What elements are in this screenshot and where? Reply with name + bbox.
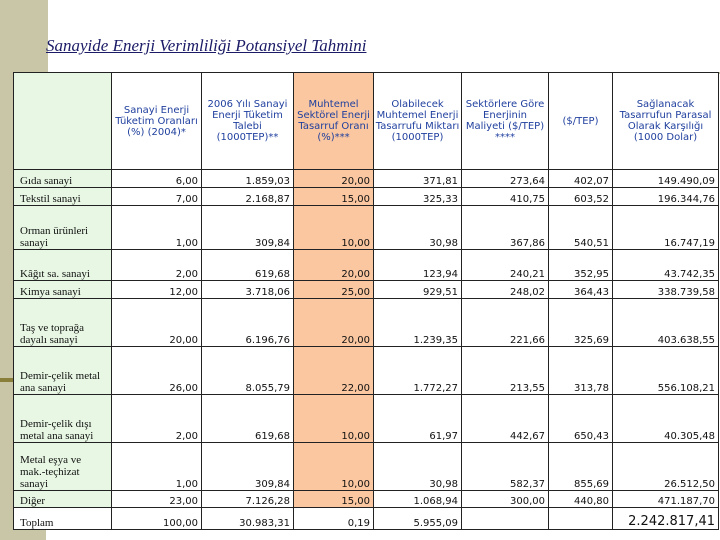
table-row <box>14 188 719 206</box>
table-cell: 1.068,94 <box>374 491 462 508</box>
header-row <box>14 73 719 170</box>
table-cell: 1,00 <box>112 443 202 491</box>
table-cell: 1,00 <box>112 206 202 250</box>
table-cell: 325,33 <box>374 188 462 206</box>
table-cell: 16.747,19 <box>613 206 719 250</box>
energy-savings-table <box>13 72 719 530</box>
table-row <box>14 281 719 299</box>
table-row <box>14 491 719 508</box>
table-cell: 61,97 <box>374 395 462 443</box>
slide-title: Sanayide Enerji Verimliliği Potansiyel Tahmini <box>46 36 367 55</box>
table-row <box>14 170 719 188</box>
table-cell: 2.168,87 <box>202 188 294 206</box>
table-cell: 2.242.817,41 <box>613 508 719 530</box>
table-cell: 556.108,21 <box>613 347 719 395</box>
table-cell: 6.196,76 <box>202 299 294 347</box>
table-cell: 338.739,58 <box>613 281 719 299</box>
table-cell: 619,68 <box>202 395 294 443</box>
table-cell: 22,00 <box>294 347 374 395</box>
row-label: Demir-çelik dışı metal ana sanayi <box>14 395 112 443</box>
table-row <box>14 395 719 443</box>
table-row <box>14 347 719 395</box>
header-cell-7: Sağlanacak Tasarrufun Parasal Olarak Karşılığı (1000 Dolar) <box>613 73 719 170</box>
table-cell: 471.187,70 <box>613 491 719 508</box>
table-cell: 26.512,50 <box>613 443 719 491</box>
total-row <box>14 508 719 530</box>
table-cell: 619,68 <box>202 250 294 281</box>
table-cell: 221,66 <box>462 299 549 347</box>
header-cell-6: ($/TEP) <box>549 73 613 170</box>
table-cell: 371,81 <box>374 170 462 188</box>
table-cell: 352,95 <box>549 250 613 281</box>
table-cell: 123,94 <box>374 250 462 281</box>
table-cell: 2,00 <box>112 250 202 281</box>
table-cell: 248,02 <box>462 281 549 299</box>
table-cell: 6,00 <box>112 170 202 188</box>
table-cell: 213,55 <box>462 347 549 395</box>
table-cell: 149.490,09 <box>613 170 719 188</box>
table-cell: 40.305,48 <box>613 395 719 443</box>
header-cell-0 <box>14 73 112 170</box>
header-cell-1: Sanayi Enerji Tüketim Oranları (%) (2004)* <box>112 73 202 170</box>
table-cell: 43.742,35 <box>613 250 719 281</box>
table-cell: 240,21 <box>462 250 549 281</box>
table-cell: 309,84 <box>202 443 294 491</box>
row-label: Gıda sanayi <box>14 170 112 188</box>
table-cell: 5.955,09 <box>374 508 462 530</box>
table-cell: 26,00 <box>112 347 202 395</box>
table-row <box>14 443 719 491</box>
header-cell-4: Olabilecek Muhtemel Enerji Tasarrufu Miktarı (1000TEP) <box>374 73 462 170</box>
table-cell: 364,43 <box>549 281 613 299</box>
table-cell: 10,00 <box>294 206 374 250</box>
table-row <box>14 250 719 281</box>
table-cell: 20,00 <box>294 250 374 281</box>
table-cell: 1.859,03 <box>202 170 294 188</box>
row-label: Demir-çelik metal ana sanayi <box>14 347 112 395</box>
table-cell: 440,80 <box>549 491 613 508</box>
table-cell: 15,00 <box>294 188 374 206</box>
table-cell <box>549 508 613 530</box>
row-label: Kâğıt sa. sanayi <box>14 250 112 281</box>
row-label: Metal eşya ve mak.-teçhizat sanayi <box>14 443 112 491</box>
table-cell: 10,00 <box>294 443 374 491</box>
table-cell: 7.126,28 <box>202 491 294 508</box>
table-cell: 367,86 <box>462 206 549 250</box>
table-cell: 8.055,79 <box>202 347 294 395</box>
table-cell: 325,69 <box>549 299 613 347</box>
table-cell: 402,07 <box>549 170 613 188</box>
table-cell: 12,00 <box>112 281 202 299</box>
table-cell: 15,00 <box>294 491 374 508</box>
table-cell: 1.239,35 <box>374 299 462 347</box>
table-cell: 2,00 <box>112 395 202 443</box>
table-cell: 10,00 <box>294 395 374 443</box>
table-cell: 403.638,55 <box>613 299 719 347</box>
table-cell: 100,00 <box>112 508 202 530</box>
header-cell-2: 2006 Yılı Sanayi Enerji Tüketim Talebi (1000TEP)** <box>202 73 294 170</box>
table-cell: 300,00 <box>462 491 549 508</box>
table-cell: 313,78 <box>549 347 613 395</box>
table-cell: 442,67 <box>462 395 549 443</box>
table-cell: 20,00 <box>112 299 202 347</box>
header-cell-5: Sektörlere Göre Enerjinin Maliyeti ($/TEP) **** <box>462 73 549 170</box>
row-label: Orman ürünleri sanayi <box>14 206 112 250</box>
row-label: Kimya sanayi <box>14 281 112 299</box>
table-cell: 20,00 <box>294 299 374 347</box>
table-cell <box>462 508 549 530</box>
header-cell-3: Muhtemel Sektörel Enerji Tasarruf Oranı (%)*** <box>294 73 374 170</box>
table-cell: 1.772,27 <box>374 347 462 395</box>
table-row <box>14 206 719 250</box>
table-cell: 0,19 <box>294 508 374 530</box>
table-cell: 855,69 <box>549 443 613 491</box>
table-cell: 309,84 <box>202 206 294 250</box>
table-cell: 30,98 <box>374 443 462 491</box>
table-cell: 25,00 <box>294 281 374 299</box>
row-label: Diğer <box>14 491 112 508</box>
row-label: Taş ve toprağa dayalı sanayi <box>14 299 112 347</box>
table-cell: 929,51 <box>374 281 462 299</box>
table-cell: 196.344,76 <box>613 188 719 206</box>
table-cell: 582,37 <box>462 443 549 491</box>
table-cell: 410,75 <box>462 188 549 206</box>
table-row <box>14 299 719 347</box>
table-cell: 7,00 <box>112 188 202 206</box>
table-cell: 23,00 <box>112 491 202 508</box>
table-cell: 3.718,06 <box>202 281 294 299</box>
table-cell: 650,43 <box>549 395 613 443</box>
row-label: Toplam <box>14 508 112 530</box>
table-cell: 540,51 <box>549 206 613 250</box>
row-label: Tekstil sanayi <box>14 188 112 206</box>
table-cell: 30,98 <box>374 206 462 250</box>
table-cell: 20,00 <box>294 170 374 188</box>
table-cell: 603,52 <box>549 188 613 206</box>
table-cell: 273,64 <box>462 170 549 188</box>
table-cell: 30.983,31 <box>202 508 294 530</box>
